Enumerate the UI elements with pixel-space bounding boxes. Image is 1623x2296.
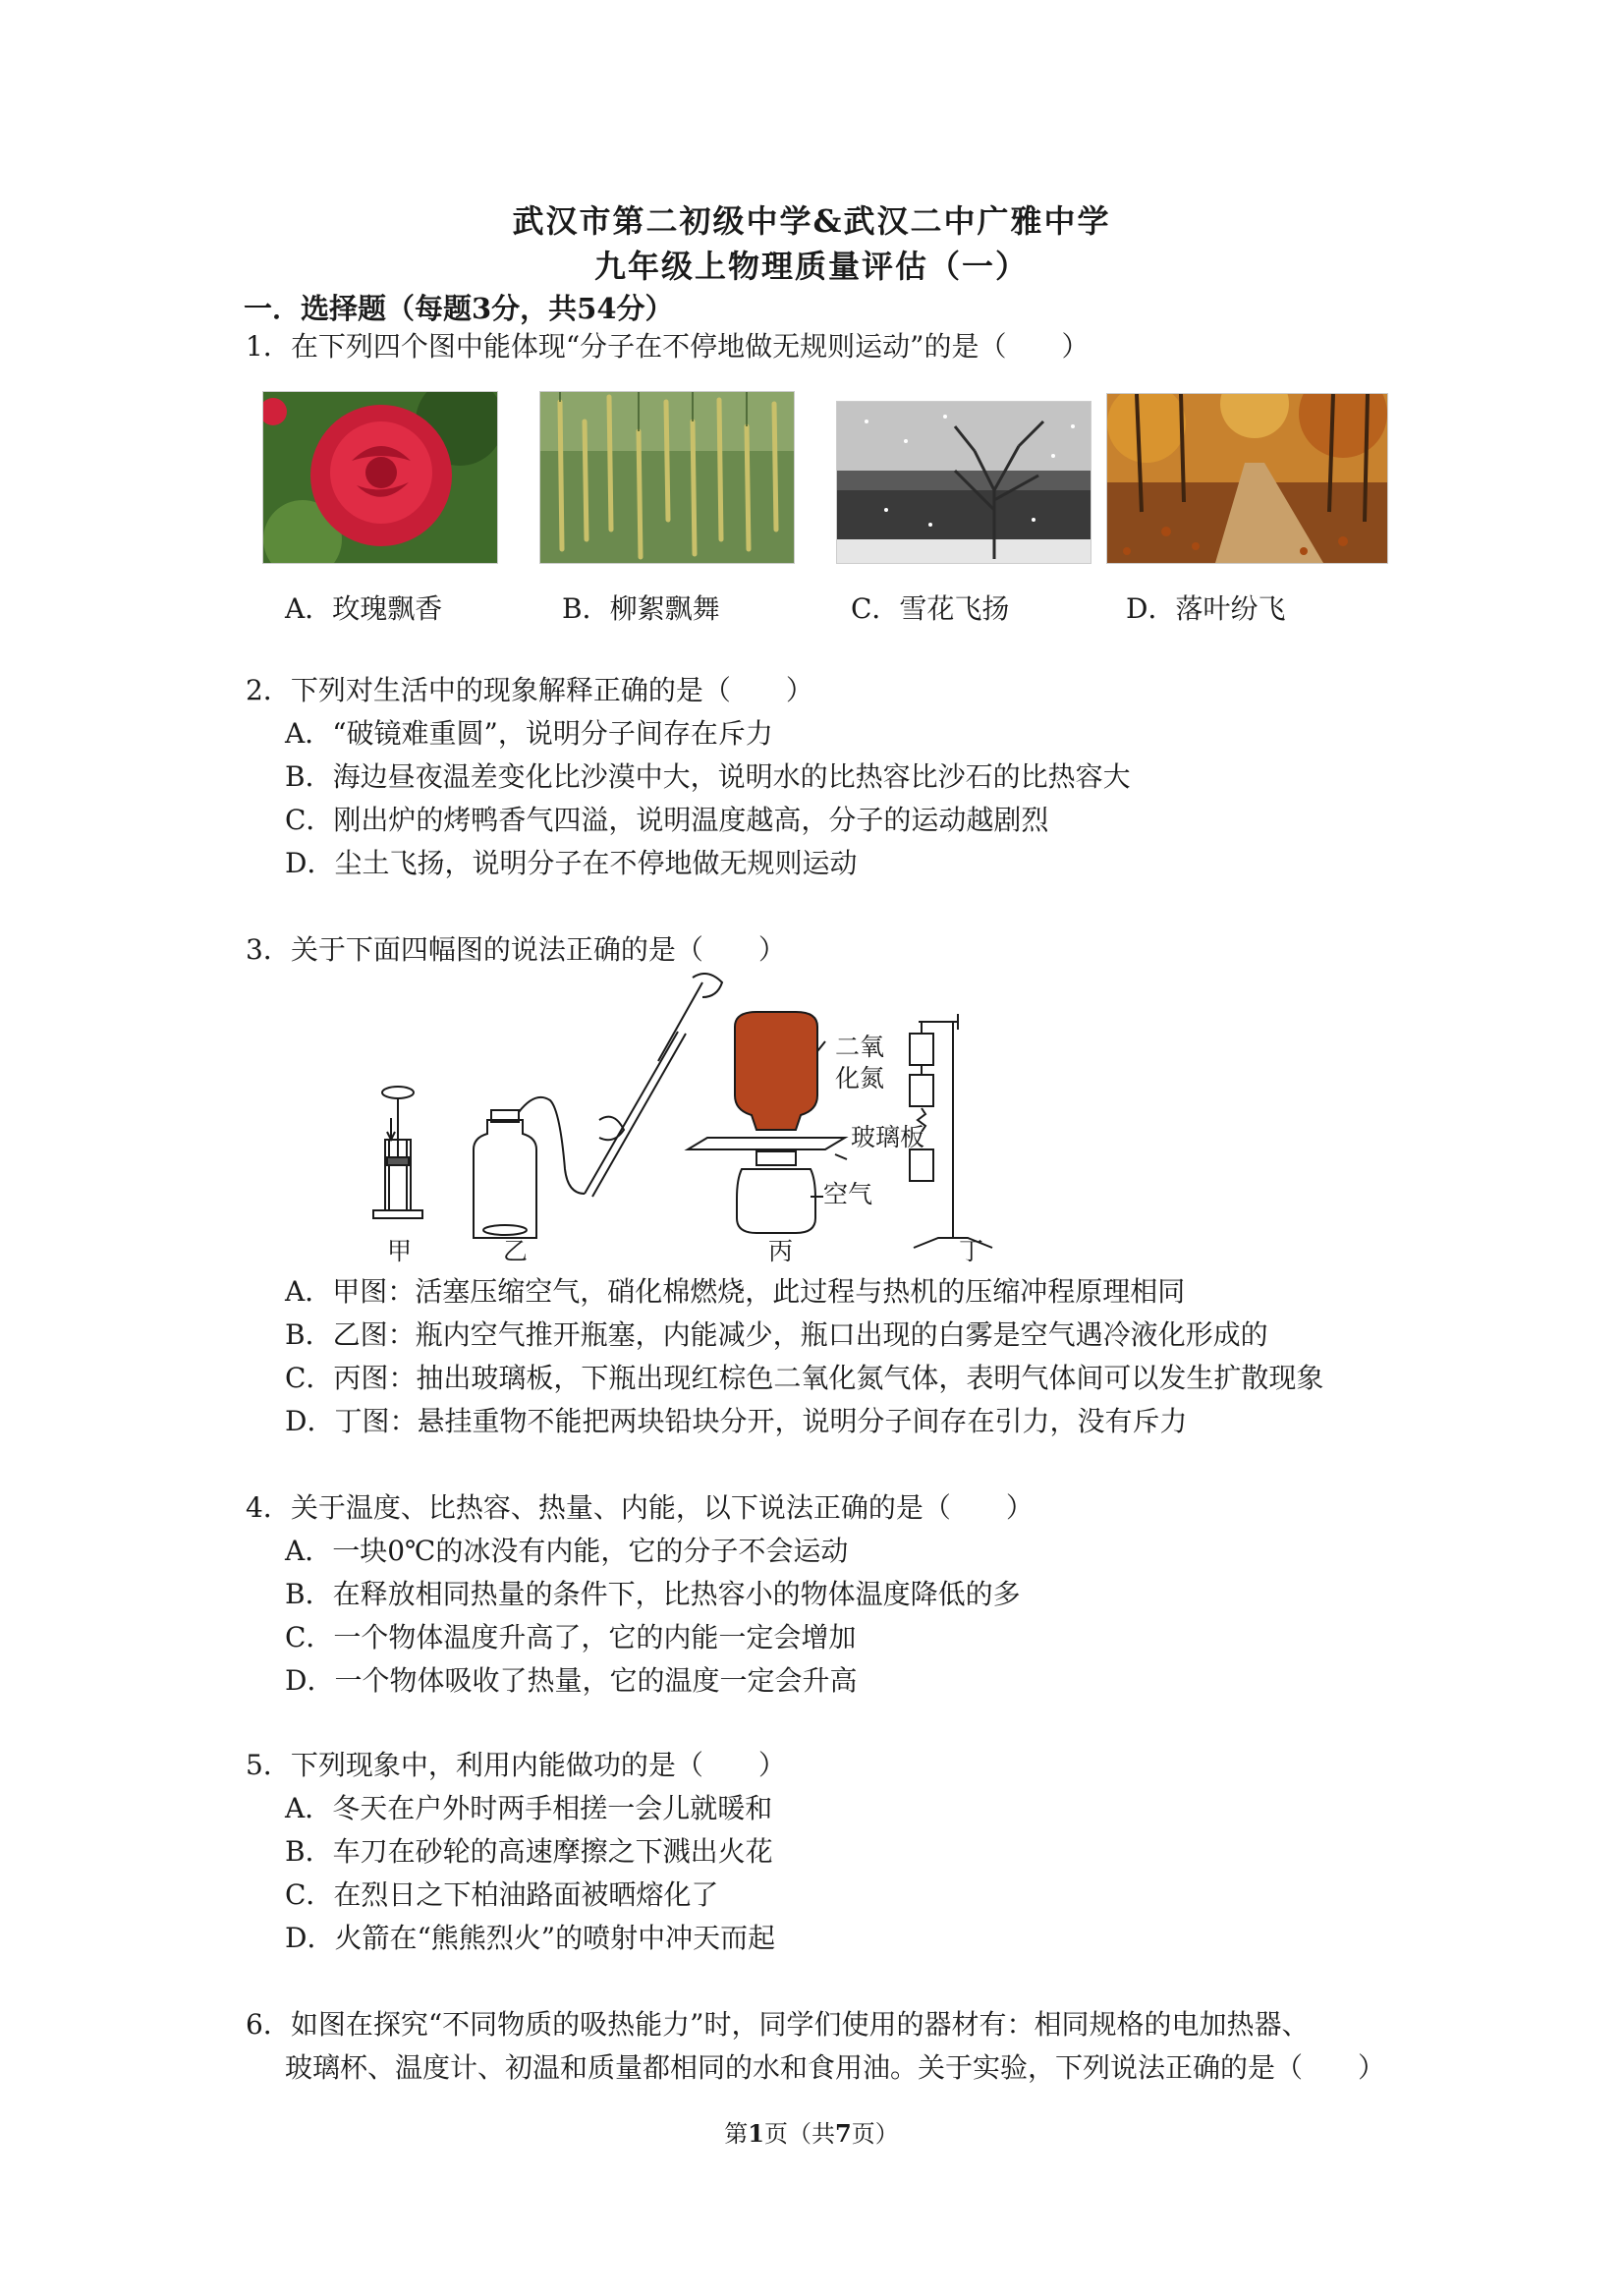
figure-label-bing: 丙	[768, 1237, 794, 1265]
snow-scene-photo	[836, 401, 1091, 564]
q1-option-c: C．雪花飞扬	[851, 592, 1010, 625]
q2-option-a: A．“破镜难重圆”，说明分子间存在斥力	[285, 717, 773, 750]
q3-figure	[364, 973, 1032, 1267]
q4-option-a: A．一块0℃的冰没有内能，它的分子不会运动	[285, 1535, 849, 1567]
q6-stem-line2: 玻璃杯、温度计、初温和质量都相同的水和食用油。关于实验，下列说法正确的是（ ）	[285, 2051, 1386, 2084]
q2-stem: 2．下列对生活中的现象解释正确的是（ ）	[246, 674, 813, 706]
page-footer	[0, 2114, 1623, 2149]
rose-photo	[262, 391, 498, 564]
q1-stem: 1．在下列四个图中能体现“分子在不停地做无规则运动”的是（ ）	[246, 330, 1090, 363]
willow-catkin-photo	[539, 391, 795, 564]
q4-stem: 4．关于温度、比热容、热量、内能，以下说法正确的是（ ）	[246, 1491, 1034, 1524]
exam-title-line1: 武汉市第二初级中学&武汉二中广雅中学	[512, 202, 1111, 240]
q4-option-d: D．一个物体吸收了热量，它的温度一定会升高	[285, 1664, 858, 1697]
q2-option-b: B．海边昼夜温差变化比沙漠中大，说明水的比热容比沙石的比热容大	[285, 760, 1131, 793]
figure-label-jia: 甲	[387, 1237, 413, 1265]
figure-label-yi: 乙	[503, 1237, 529, 1265]
footer-total-pages: 7	[835, 2119, 852, 2148]
footer-prefix: 第	[724, 2120, 749, 2148]
footer-suffix: 页）	[851, 2120, 899, 2148]
q2-option-d: D．尘土飞扬，说明分子在不停地做无规则运动	[285, 847, 858, 879]
figure-label-ding: 丁	[959, 1237, 984, 1265]
q5-option-d: D．火箭在“熊熊烈火”的喷射中冲天而起	[285, 1922, 776, 1954]
plate-label: 玻璃板	[851, 1123, 925, 1151]
air-label: 空气	[823, 1180, 873, 1208]
q1-option-d: D．落叶纷飞	[1126, 592, 1286, 625]
q6-stem-line1: 6．如图在探究“不同物质的吸热能力”时，同学们使用的器材有：相同规格的电加热器、	[246, 2008, 1310, 2041]
q5-option-c: C．在烈日之下柏油路面被晒熔化了	[285, 1878, 719, 1911]
section-heading: 一．选择题（每题3分，共54分）	[244, 292, 674, 325]
q4-option-c: C．一个物体温度升高了，它的内能一定会增加	[285, 1621, 857, 1653]
q3-option-b: B．乙图：瓶内空气推开瓶塞，内能减少，瓶口出现的白雾是空气遇冷液化形成的	[285, 1318, 1268, 1351]
autumn-leaves-photo	[1106, 393, 1388, 564]
q3-stem: 3．关于下面四幅图的说法正确的是（ ）	[246, 933, 786, 966]
q4-option-b: B．在释放相同热量的条件下，比热容小的物体温度降低的多	[285, 1578, 1021, 1610]
q1-option-a: A．玫瑰飘香	[285, 592, 443, 625]
q5-option-a: A．冬天在户外时两手相搓一会儿就暖和	[285, 1792, 773, 1824]
q3-option-c: C．丙图：抽出玻璃板，下瓶出现红棕色二氧化氮气体，表明气体间可以发生扩散现象	[285, 1362, 1324, 1394]
footer-mid: 页（共	[764, 2120, 835, 2148]
q3-option-d: D．丁图：悬挂重物不能把两块铅块分开，说明分子间存在引力，没有斥力	[285, 1405, 1188, 1437]
q2-option-c: C．刚出炉的烤鸭香气四溢，说明温度越高，分子的运动越剧烈	[285, 804, 1049, 836]
q5-option-b: B．车刀在砂轮的高速摩擦之下溅出火花	[285, 1835, 773, 1868]
exam-title-line2: 九年级上物理质量评估（一）	[593, 248, 1029, 285]
bottle-pump-apparatus	[474, 974, 722, 1238]
gas-label-2: 化氮	[835, 1064, 885, 1092]
piston-cylinder-apparatus	[373, 1087, 422, 1218]
q1-option-b: B．柳絮飘舞	[562, 592, 720, 625]
q3-option-a: A．甲图：活塞压缩空气，硝化棉燃烧，此过程与热机的压缩冲程原理相同	[285, 1275, 1186, 1308]
q5-stem: 5．下列现象中，利用内能做功的是（ ）	[246, 1749, 786, 1781]
gas-label-1: 二氧	[835, 1033, 885, 1061]
footer-page-number: 1	[748, 2119, 764, 2148]
